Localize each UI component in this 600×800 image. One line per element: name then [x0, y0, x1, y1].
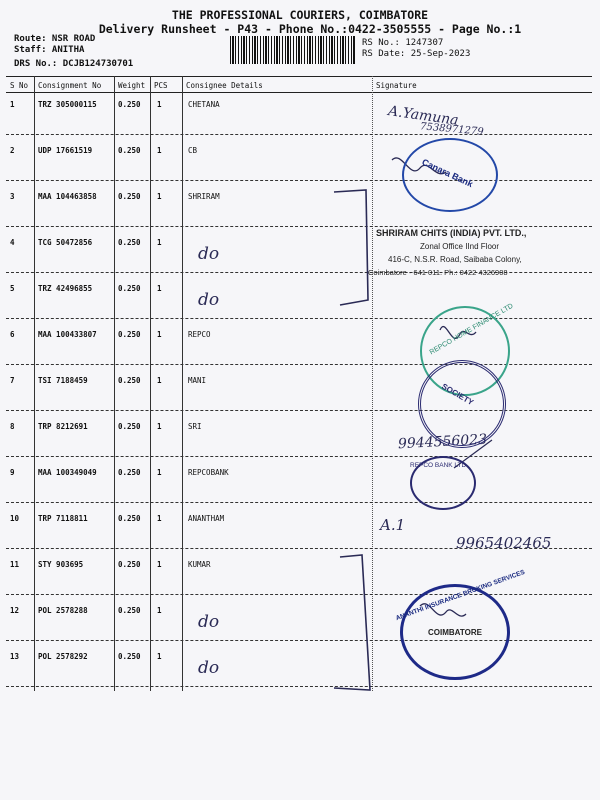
- cell-pcs: 1: [157, 560, 162, 569]
- bank-stamp-text: Canara Bank: [420, 156, 475, 190]
- cell-sno: 1: [10, 100, 15, 109]
- cell-pcs: 1: [157, 146, 162, 155]
- finance-stamp-text: REPCO HOME FINANCE LTD: [428, 302, 515, 357]
- cell-weight: 0.250: [118, 100, 141, 109]
- cell-weight: 0.250: [118, 284, 141, 293]
- ditto-mark: do: [198, 612, 220, 632]
- cell-weight: 0.250: [118, 422, 141, 431]
- cell-pcs: 1: [157, 330, 162, 339]
- company-stamp-line: SHRIRAM CHITS (INDIA) PVT. LTD.,: [376, 228, 527, 238]
- cell-weight: 0.250: [118, 146, 141, 155]
- cell-sno: 13: [10, 652, 20, 661]
- drs-number: DRS No.: DCJB124730701: [14, 59, 134, 69]
- insurance-stamp-city: COIMBATORE: [428, 628, 482, 637]
- cell-sno: 7: [10, 376, 15, 385]
- rs-number: RS No.: 1247307: [362, 38, 444, 48]
- society-stamp: [418, 360, 506, 448]
- cell-weight: 0.250: [118, 192, 141, 201]
- cell-consignment: POL 2578288: [38, 606, 88, 615]
- cell-consignment: TRZ 305000115: [38, 100, 97, 109]
- cell-pcs: 1: [157, 652, 162, 661]
- phone-handwritten: 9965402465: [456, 534, 552, 552]
- company-stamp-line: Coimbatore - 641 011. Ph.: 0422 4326908: [368, 268, 508, 277]
- phone-handwritten: 9944556023: [397, 431, 488, 453]
- cell-pcs: 1: [157, 238, 162, 247]
- col-pcs: PCS: [154, 81, 168, 90]
- cell-consignee: SRI: [188, 422, 202, 431]
- company-stamp-line: 416-C, N.S.R. Road, Saibaba Colony,: [388, 255, 522, 264]
- bracket-mark: [334, 190, 368, 305]
- company-stamp-line: Zonal Office IInd Floor: [420, 242, 499, 251]
- cell-consignment: MAA 104463858: [38, 192, 97, 201]
- cell-consignment: STY 903695: [38, 560, 84, 569]
- ditto-mark: do: [198, 244, 220, 264]
- cell-consignment: UDP 17661519: [38, 146, 93, 155]
- cell-consignment: TRZ 42496855: [38, 284, 93, 293]
- cell-consignee: KUMAR: [188, 560, 211, 569]
- cell-consignee: MANI: [188, 376, 207, 385]
- cell-consignment: TCG 50472856: [38, 238, 93, 247]
- cell-pcs: 1: [157, 422, 162, 431]
- cell-sno: 2: [10, 146, 15, 155]
- cell-consignment: TRP 7118811: [38, 514, 88, 523]
- col-sno: S No: [10, 81, 29, 90]
- staff-label: Staff: ANITHA: [14, 45, 85, 55]
- col-signature: Signature: [376, 81, 417, 90]
- cell-sno: 8: [10, 422, 15, 431]
- cell-sno: 6: [10, 330, 15, 339]
- cell-sno: 9: [10, 468, 15, 477]
- cell-consignee: REPCO: [188, 330, 211, 339]
- signature-text: A.Yamuna: [387, 103, 460, 129]
- cell-weight: 0.250: [118, 606, 141, 615]
- cell-weight: 0.250: [118, 560, 141, 569]
- cell-sno: 12: [10, 606, 20, 615]
- col-consignment: Consignment No: [38, 81, 102, 90]
- cell-pcs: 1: [157, 468, 162, 477]
- cell-pcs: 1: [157, 284, 162, 293]
- ditto-mark: do: [198, 290, 220, 310]
- cell-consignment: POL 2578292: [38, 652, 88, 661]
- cell-consignee: ANANTHAM: [188, 514, 225, 523]
- cell-weight: 0.250: [118, 376, 141, 385]
- society-stamp-text: SOCIETY: [440, 381, 476, 408]
- cell-consignment: MAA 100349049: [38, 468, 97, 477]
- cell-pcs: 1: [157, 376, 162, 385]
- cell-weight: 0.250: [118, 330, 141, 339]
- col-weight: Weight: [118, 81, 146, 90]
- cell-sno: 3: [10, 192, 15, 201]
- insurance-stamp-text: ANANTHI INSURANCE BROKING SERVICES: [394, 568, 526, 623]
- signature-phone: 7538971279: [419, 121, 484, 138]
- bank-seal-text: REPCO BANK LTD: [410, 462, 467, 469]
- cell-pcs: 1: [157, 100, 162, 109]
- cell-weight: 0.250: [118, 468, 141, 477]
- rs-date: RS Date: 25-Sep-2023: [362, 49, 471, 59]
- route-label: Route: NSR ROAD: [14, 34, 96, 44]
- cell-consignment: MAA 100433807: [38, 330, 97, 339]
- cell-sno: 11: [10, 560, 20, 569]
- cell-pcs: 1: [157, 192, 162, 201]
- col-consignee: Consignee Details: [186, 81, 263, 90]
- bracket-mark: [334, 555, 370, 690]
- cell-consignment: TSI 7188459: [38, 376, 88, 385]
- cell-pcs: 1: [157, 514, 162, 523]
- cell-sno: 10: [10, 514, 20, 523]
- cell-sno: 4: [10, 238, 15, 247]
- cell-weight: 0.250: [118, 652, 141, 661]
- cell-sno: 5: [10, 284, 15, 293]
- cell-weight: 0.250: [118, 238, 141, 247]
- cell-consignee: CB: [188, 146, 198, 155]
- cell-consignment: TRP 8212691: [38, 422, 88, 431]
- signature-text: A.1: [380, 516, 406, 534]
- cell-weight: 0.250: [118, 514, 141, 523]
- runsheet-title: Delivery Runsheet - P43 - Phone No.:0422-3505555 - Page No.:1: [98, 22, 522, 36]
- cell-consignee: CHETANA: [188, 100, 220, 109]
- cell-pcs: 1: [157, 606, 162, 615]
- ditto-mark: do: [198, 658, 220, 678]
- cell-consignee: REPCOBANK: [188, 468, 229, 477]
- cell-consignee: SHRIRAM: [188, 192, 220, 201]
- company-title: THE PROFESSIONAL COURIERS, COIMBATORE: [171, 8, 429, 22]
